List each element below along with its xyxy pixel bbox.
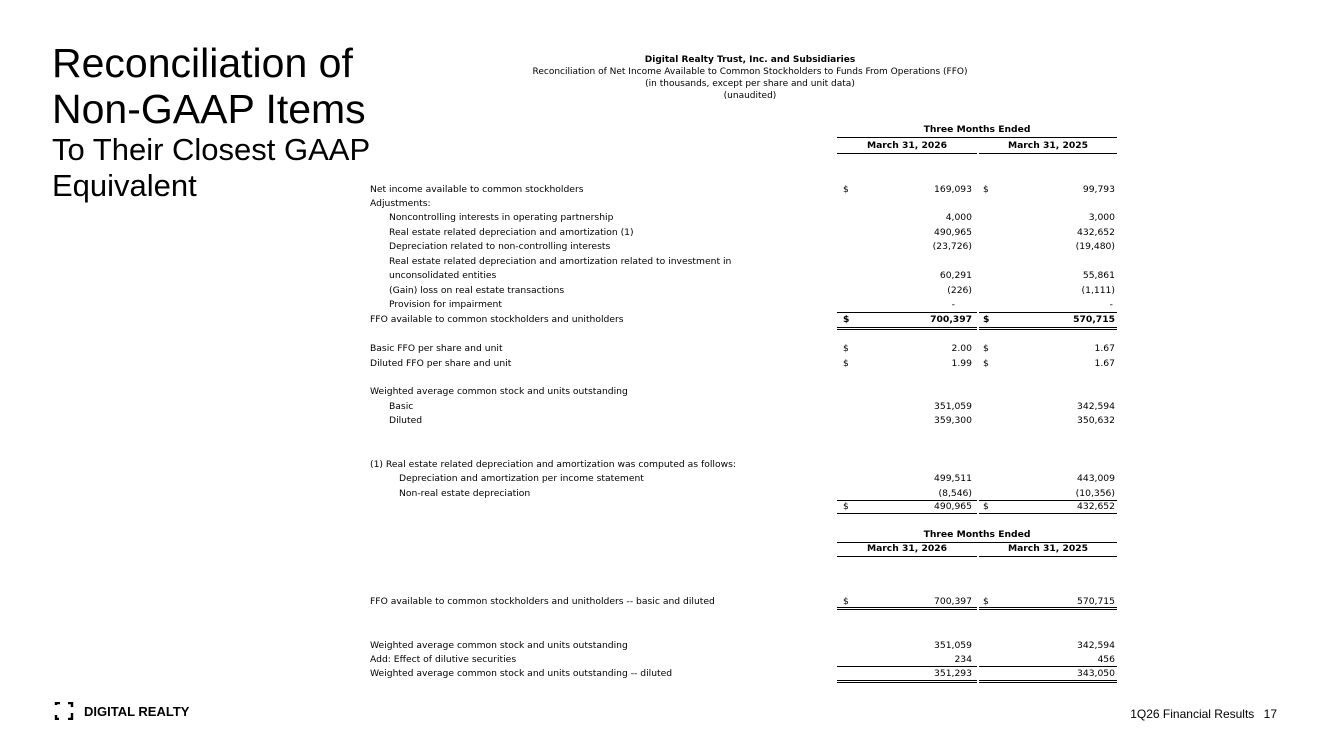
table-row bbox=[0, 255, 1333, 269]
col2-header-2: March 31, 2025 bbox=[1007, 543, 1089, 554]
period-rule bbox=[837, 137, 1117, 138]
value-2025: 99,793 bbox=[1082, 184, 1115, 195]
table-row bbox=[0, 385, 1333, 399]
total-double-rule bbox=[979, 327, 1117, 330]
table-row bbox=[0, 240, 1333, 254]
value-2025: 443,009 bbox=[1077, 473, 1115, 484]
currency-symbol: $ bbox=[843, 358, 849, 369]
slide-title-line2: Non-GAAP Items bbox=[52, 86, 366, 132]
col1-rule bbox=[837, 153, 977, 154]
value-2026: 351,293 bbox=[934, 668, 972, 679]
table-row bbox=[0, 414, 1333, 428]
slide-subtitle-line2: Equivalent bbox=[52, 168, 197, 203]
value-2026: 351,059 bbox=[934, 640, 972, 651]
currency-symbol: $ bbox=[843, 501, 849, 512]
table-row-total bbox=[0, 500, 1333, 514]
slide-subtitle-line1: To Their Closest GAAP bbox=[52, 132, 371, 167]
table-row bbox=[0, 487, 1333, 501]
value-2026: 359,300 bbox=[934, 415, 972, 426]
table-row bbox=[0, 298, 1333, 312]
value-2025: (10,356) bbox=[1075, 488, 1115, 499]
row-label: Diluted bbox=[389, 415, 423, 426]
value-2026: (8,546) bbox=[938, 488, 972, 499]
row-label: Net income available to common stockholders bbox=[370, 184, 584, 195]
row-label: (Gain) loss on real estate transactions bbox=[389, 285, 565, 296]
row-label: Non-real estate depreciation bbox=[399, 488, 531, 499]
value-2025: 3,000 bbox=[1088, 212, 1115, 223]
table-row bbox=[0, 639, 1333, 653]
value-2026: 4,000 bbox=[945, 212, 972, 223]
value-2026: (226) bbox=[947, 285, 972, 296]
value-2026: 700,397 bbox=[934, 596, 972, 607]
value-2026: (23,726) bbox=[932, 241, 972, 252]
row-label: Add: Effect of dilutive securities bbox=[370, 654, 517, 665]
slide-title-line1: Reconciliation of bbox=[52, 40, 353, 86]
row-label: Noncontrolling interests in operating partnership bbox=[389, 212, 614, 223]
value-2026: 169,093 bbox=[934, 184, 972, 195]
value-2026: 499,511 bbox=[934, 473, 972, 484]
table-row bbox=[0, 197, 1333, 211]
col1-rule bbox=[837, 556, 977, 557]
row-label: Depreciation related to non-controlling interests bbox=[389, 241, 611, 252]
currency-symbol: $ bbox=[843, 343, 849, 354]
value-2026: 490,965 bbox=[934, 501, 972, 512]
table-row bbox=[0, 342, 1333, 356]
table-row bbox=[0, 226, 1333, 240]
page-number: 17 bbox=[1263, 707, 1277, 721]
row-label: Basic bbox=[389, 401, 414, 412]
table-row bbox=[0, 211, 1333, 225]
report-title: Reconciliation of Net Income Available to Common Stockholders to Funds From Operations (FFO) bbox=[532, 67, 968, 77]
table-row-total bbox=[0, 313, 1333, 327]
table-row bbox=[0, 400, 1333, 414]
table-row-total bbox=[0, 667, 1333, 681]
row-label: Depreciation and amortization per income statement bbox=[399, 473, 644, 484]
table-row bbox=[0, 472, 1333, 486]
row-label: Provision for impairment bbox=[389, 299, 502, 310]
table-row bbox=[0, 653, 1333, 667]
report-units: (in thousands, except per share and unit data) bbox=[645, 79, 855, 89]
value-2025: (19,480) bbox=[1075, 241, 1115, 252]
table-row bbox=[0, 458, 1333, 472]
table-row bbox=[0, 183, 1333, 197]
row-label: FFO available to common stockholders and unitholders -- basic and diluted bbox=[370, 596, 715, 607]
report-company: Digital Realty Trust, Inc. and Subsidiaries bbox=[644, 55, 856, 65]
table-row bbox=[0, 595, 1333, 609]
table-row bbox=[0, 284, 1333, 298]
value-2026: 2.00 bbox=[951, 343, 972, 354]
value-2025: - bbox=[1109, 299, 1113, 310]
value-2026: 60,291 bbox=[939, 270, 972, 281]
value-2025: 350,632 bbox=[1077, 415, 1115, 426]
value-2025: 342,594 bbox=[1077, 640, 1115, 651]
footer-report-name: 1Q26 Financial Results bbox=[1130, 707, 1255, 721]
row-label: Real estate related depreciation and amortization related to investment in bbox=[389, 256, 732, 267]
table-row bbox=[0, 357, 1333, 371]
row-label: Basic FFO per share and unit bbox=[370, 343, 503, 354]
row-label: FFO available to common stockholders and unitholders bbox=[370, 314, 624, 325]
col2-header: March 31, 2025 bbox=[1007, 140, 1089, 151]
total-double-rule bbox=[979, 680, 1117, 683]
currency-symbol: $ bbox=[983, 596, 989, 607]
currency-symbol: $ bbox=[843, 184, 849, 195]
value-2026: 234 bbox=[954, 654, 972, 665]
value-2025: 1.67 bbox=[1094, 358, 1115, 369]
total-rule bbox=[837, 513, 977, 514]
value-2025: 570,715 bbox=[1077, 596, 1115, 607]
value-2026: - bbox=[951, 299, 955, 310]
row-label: unconsolidated entities bbox=[389, 270, 497, 281]
value-2026: 1.99 bbox=[951, 358, 972, 369]
value-2025: 1.67 bbox=[1094, 343, 1115, 354]
currency-symbol: $ bbox=[983, 358, 989, 369]
currency-symbol: $ bbox=[983, 343, 989, 354]
total-double-rule bbox=[979, 607, 1117, 610]
currency-symbol: $ bbox=[983, 314, 990, 325]
footer bbox=[1124, 707, 1277, 721]
col1-header-2: March 31, 2026 bbox=[866, 543, 948, 554]
col2-rule bbox=[979, 556, 1117, 557]
value-2025: (1,111) bbox=[1081, 285, 1115, 296]
currency-symbol: $ bbox=[843, 596, 849, 607]
report-audit: (unaudited) bbox=[723, 91, 777, 101]
value-2025: 343,050 bbox=[1077, 668, 1115, 679]
total-double-rule bbox=[837, 327, 977, 330]
row-label: Real estate related depreciation and amortization (1) bbox=[389, 227, 634, 238]
value-2025: 570,715 bbox=[1073, 314, 1115, 325]
value-2025: 432,652 bbox=[1077, 501, 1115, 512]
total-double-rule bbox=[837, 680, 977, 683]
row-label: Adjustments: bbox=[370, 198, 431, 209]
value-2026: 351,059 bbox=[934, 401, 972, 412]
bracket-logo-icon bbox=[54, 702, 74, 720]
value-2025: 55,861 bbox=[1082, 270, 1115, 281]
currency-symbol: $ bbox=[983, 501, 989, 512]
table-row bbox=[0, 269, 1333, 283]
value-2026: 700,397 bbox=[930, 314, 972, 325]
value-2025: 342,594 bbox=[1077, 401, 1115, 412]
total-double-rule bbox=[837, 607, 977, 610]
row-label: Weighted average common stock and units outstanding bbox=[370, 640, 628, 651]
total-rule bbox=[979, 513, 1117, 514]
digital-realty-logo bbox=[54, 702, 189, 720]
value-2025: 456 bbox=[1097, 654, 1115, 665]
col2-rule bbox=[979, 153, 1117, 154]
value-2025: 432,652 bbox=[1077, 227, 1115, 238]
period-label: Three Months Ended bbox=[923, 124, 1031, 135]
logo-text: DIGITAL REALTY bbox=[84, 703, 190, 719]
currency-symbol: $ bbox=[983, 184, 989, 195]
row-label: Diluted FFO per share and unit bbox=[370, 358, 512, 369]
col1-header: March 31, 2026 bbox=[866, 140, 948, 151]
slide-title-block bbox=[52, 40, 370, 204]
value-2026: 490,965 bbox=[934, 227, 972, 238]
currency-symbol: $ bbox=[843, 314, 850, 325]
row-label: Weighted average common stock and units outstanding -- diluted bbox=[370, 668, 673, 679]
row-label: Weighted average common stock and units outstanding bbox=[370, 386, 628, 397]
period-label-2: Three Months Ended bbox=[923, 529, 1031, 540]
row-label: (1) Real estate related depreciation and amortization was computed as follows: bbox=[370, 459, 736, 470]
